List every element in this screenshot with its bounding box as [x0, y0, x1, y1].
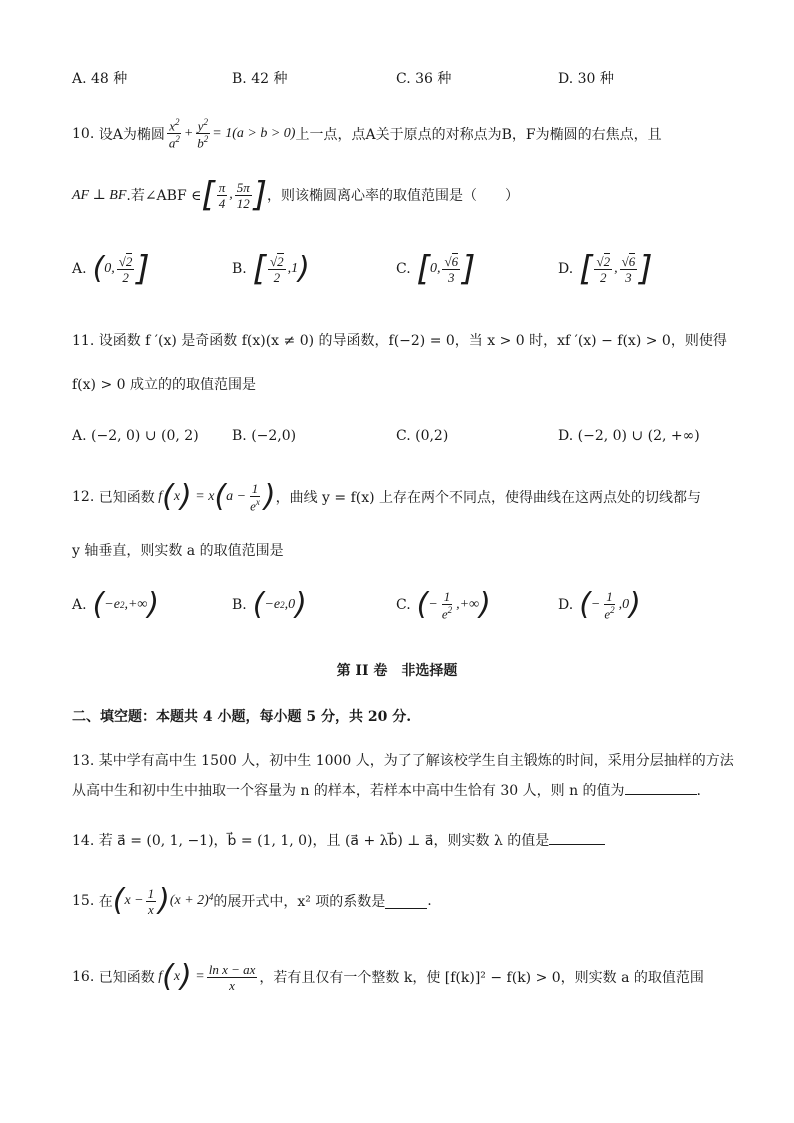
q13-answer-blank[interactable]	[625, 780, 697, 795]
q11-number: 11.	[72, 333, 95, 349]
q15-expression: ( x − $\frac{1}{x}$ )	[112, 883, 170, 918]
q14-line	[72, 830, 714, 850]
q12-option-c: C. ( − $\frac{1}{e^2}$ ,+∞ )	[396, 587, 491, 623]
q9-option-a: A. 48 种	[72, 71, 128, 87]
q15-binomial: (x + 2)	[169, 893, 209, 908]
q12-line1	[72, 479, 714, 515]
q10-question-text: ，则该椭圆离心率的取值范围是（ ）	[267, 188, 520, 204]
q11-line1	[72, 330, 727, 350]
q9-option-c: C. 36 种	[396, 71, 452, 87]
q12-number: 12.	[72, 489, 95, 506]
q16-line	[72, 959, 714, 994]
q15-answer-blank[interactable]	[385, 894, 427, 909]
q10-option-a: A. ( 0, $\frac{√2}{2}$ ]	[72, 249, 150, 289]
q13-line2: 从高中生和初中生中抽取一个容量为 n 的样本，若样本中高中生恰有 30 人，则 n 的值为 .	[72, 780, 714, 800]
q16-text-b: ，若有且仅有一个整数 k，使 [f(k)]² − f(k) > 0，则实数 a 的取值范围	[259, 970, 704, 986]
q10-perp: AF ⊥ BF	[72, 187, 127, 203]
q13-text: 从高中生和初中生中抽取一个容量为 n 的样本，若样本中高中生恰有 30 人，则 n 的值为	[72, 783, 625, 799]
q9-option-d: D. 30 种	[558, 71, 614, 87]
q9-option-b: B. 42 种	[232, 71, 288, 87]
q13-line1: 13. 某中学有高中生 1500 人，初中生 1000 人，为了了解该校学生自主锻炼的时间，采用分层抽样的方法	[72, 753, 734, 769]
q10-condition: (a > b > 0)	[232, 125, 296, 141]
q10-text-a: 设A为椭圆	[98, 126, 165, 143]
q12-option-b: B. ( −e 2 ,0 )	[232, 587, 307, 622]
q14-text: 14. 若 a⃗ = (0, 1, −1)，b⃗ = (1, 1, 0)，且 (a⃗ + λb⃗) ⊥ a⃗，则实数 λ 的值是	[72, 833, 550, 849]
q10-option-b: B. [ $\frac{√2}{2}$ ,1 )	[232, 249, 310, 289]
q12-option-d: D. ( − $\frac{1}{e^2}$ ,0 )	[558, 587, 641, 623]
q11-option-a: A. (−2, 0) ∪ (0, 2)	[72, 428, 199, 444]
q11-option-c: C. (0,2)	[396, 428, 449, 444]
q10-line2	[72, 175, 714, 215]
q12-line2: y 轴垂直，则实数 a 的取值范围是	[72, 543, 284, 559]
q10-option-c: C. [ 0, $\frac{√6}{3}$ ]	[396, 249, 476, 289]
q15-text-a: 在	[98, 894, 113, 910]
q10-option-d: D. [ $\frac{√2}{2}$ , $\frac{√6}{3}$ ]	[558, 249, 653, 289]
q15-line: 15. 在 ( x − $\frac{1}{x}$ ) (x + 2) $^4$ 的展开式中，x² 项的系数是 .	[72, 883, 432, 918]
q11-line2: f(x) > 0 成立的的取值范围是	[72, 377, 256, 393]
part2-title: 第 II 卷 非选择题	[336, 663, 458, 679]
ellipse-equation: $\frac{x^2}{a^2}$ + $\frac{y^2}{b^2}$ = 1	[168, 117, 233, 151]
q12-text-a: 已知函数	[98, 490, 155, 507]
q12-option-a: A. ( −e 2 ,+∞ )	[72, 587, 160, 622]
q15-text-c: 的展开式中，x² 项的系数是	[213, 894, 386, 910]
q10-angle-interval: [ $\frac{\pi}{4}$ , $\frac{5\pi}{12}$ ]	[201, 175, 268, 215]
q16-number: 16.	[72, 969, 95, 985]
q12-text-b: ，曲线 y = f(x) 上存在两个不同点，使得曲线在这两点处的切线都与	[275, 490, 702, 507]
q16-text-a: 已知函数	[98, 970, 155, 986]
section-title: 二、填空题：本题共 4 小题，每小题 5 分，共 20 分.	[72, 709, 412, 725]
q10-angle-text: .若∠ABF ∈	[126, 188, 202, 204]
q16-function: f ( x ) = $\frac{\text{ln x − ax}}{x}$	[154, 959, 256, 994]
q12-function: f ( x ) = x ( a − $\frac{1}{e^x}$ )	[154, 479, 276, 515]
q11-option-b: B. (−2,0)	[232, 428, 297, 444]
q11-text: 设函数 f ′(x) 是奇函数 f(x)(x ≠ 0) 的导函数，f(−2) = 0，当 x > 0 时，xf ′(x) − f(x) > 0，则使得	[98, 333, 727, 349]
q10-number: 10.	[72, 125, 95, 142]
q15-number: 15.	[72, 893, 95, 909]
q15-exponent: 4	[208, 892, 214, 902]
q11-option-d: D. (−2, 0) ∪ (2, +∞)	[558, 428, 700, 444]
q10-text-b: 上一点，点A关于原点的对称点为B，F为椭圆的右焦点，且	[295, 126, 662, 143]
q10-line1	[72, 118, 714, 150]
q14-answer-blank[interactable]	[549, 830, 605, 845]
